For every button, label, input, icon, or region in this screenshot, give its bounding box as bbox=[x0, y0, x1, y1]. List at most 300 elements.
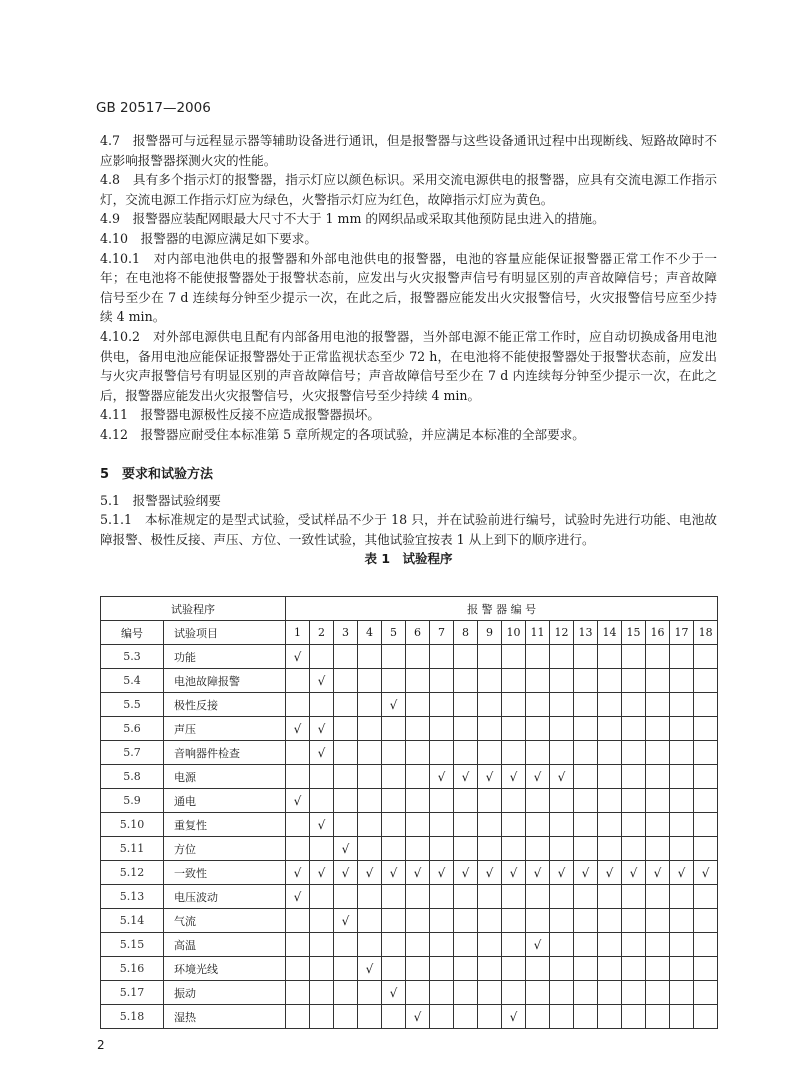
empty-cell bbox=[622, 909, 646, 933]
empty-cell bbox=[334, 645, 358, 669]
empty-cell bbox=[358, 693, 382, 717]
check-mark: √ bbox=[430, 861, 454, 885]
row-clause-no: 5.3 bbox=[101, 645, 164, 669]
sample-number-header: 9 bbox=[478, 621, 502, 645]
empty-cell bbox=[526, 693, 550, 717]
empty-cell bbox=[622, 669, 646, 693]
empty-cell bbox=[310, 837, 334, 861]
check-mark: √ bbox=[598, 861, 622, 885]
empty-cell bbox=[310, 909, 334, 933]
table-row bbox=[101, 933, 718, 957]
clause-4-10-1 bbox=[100, 249, 717, 327]
empty-cell bbox=[694, 669, 718, 693]
empty-cell bbox=[406, 645, 430, 669]
check-mark: √ bbox=[310, 717, 334, 741]
clause-4-9 bbox=[100, 209, 717, 229]
sample-number-header: 15 bbox=[622, 621, 646, 645]
empty-cell bbox=[382, 909, 406, 933]
check-mark: √ bbox=[502, 861, 526, 885]
empty-cell bbox=[382, 885, 406, 909]
empty-cell bbox=[622, 789, 646, 813]
empty-cell bbox=[454, 885, 478, 909]
empty-cell bbox=[382, 669, 406, 693]
empty-cell bbox=[646, 741, 670, 765]
empty-cell bbox=[622, 957, 646, 981]
row-test-item: 通电 bbox=[164, 789, 286, 813]
empty-cell bbox=[430, 645, 454, 669]
empty-cell bbox=[310, 957, 334, 981]
empty-cell bbox=[646, 981, 670, 1005]
empty-cell bbox=[430, 909, 454, 933]
empty-cell bbox=[670, 813, 694, 837]
empty-cell bbox=[694, 981, 718, 1005]
check-mark: √ bbox=[406, 1005, 430, 1029]
check-mark: √ bbox=[526, 765, 550, 789]
empty-cell bbox=[358, 885, 382, 909]
empty-cell bbox=[454, 933, 478, 957]
sample-number-header: 4 bbox=[358, 621, 382, 645]
empty-cell bbox=[670, 981, 694, 1005]
empty-cell bbox=[358, 837, 382, 861]
check-mark: √ bbox=[334, 861, 358, 885]
empty-cell bbox=[406, 837, 430, 861]
sample-number-header: 11 bbox=[526, 621, 550, 645]
check-mark: √ bbox=[646, 861, 670, 885]
document-body bbox=[100, 131, 717, 571]
empty-cell bbox=[550, 885, 574, 909]
table-row bbox=[101, 837, 718, 861]
empty-cell bbox=[358, 933, 382, 957]
empty-cell bbox=[502, 693, 526, 717]
empty-cell bbox=[646, 765, 670, 789]
empty-cell bbox=[526, 909, 550, 933]
check-mark: √ bbox=[310, 741, 334, 765]
empty-cell bbox=[646, 933, 670, 957]
table-row bbox=[101, 885, 718, 909]
empty-cell bbox=[334, 981, 358, 1005]
empty-cell bbox=[646, 885, 670, 909]
empty-cell bbox=[430, 981, 454, 1005]
table-caption: 表 1 试验程序 bbox=[364, 551, 453, 567]
empty-cell bbox=[478, 981, 502, 1005]
empty-cell bbox=[406, 789, 430, 813]
clause-text: 对外部电源供电且配有内部备用电池的报警器，当外部电源不能正常工作时，应自动切换成备用电池供电，备用电池应能保证报警器处于正常监视状态至少 72 h，在电池将不能使报警器处于报警状态前，应发出与火灾声报警信号有明显区别的声音故障信号；声音故障信号至少在 7 d 内连续每分钟至少提示一次，在此之后，报警器应能发出火灾报警信号，火灾报警信号至少持续 4 min。 bbox=[100, 328, 718, 403]
empty-cell bbox=[694, 933, 718, 957]
sample-number-header: 14 bbox=[598, 621, 622, 645]
empty-cell bbox=[478, 741, 502, 765]
header-test-program: 试验程序 bbox=[101, 597, 286, 621]
empty-cell bbox=[382, 813, 406, 837]
clause-5-1-1 bbox=[100, 510, 717, 549]
row-test-item: 电源 bbox=[164, 765, 286, 789]
empty-cell bbox=[622, 693, 646, 717]
empty-cell bbox=[574, 669, 598, 693]
table-row bbox=[101, 957, 718, 981]
sample-number-header: 1 bbox=[286, 621, 310, 645]
row-clause-no: 5.9 bbox=[101, 789, 164, 813]
empty-cell bbox=[478, 1005, 502, 1029]
empty-cell bbox=[694, 813, 718, 837]
table-row bbox=[101, 669, 718, 693]
table-row bbox=[101, 765, 718, 789]
empty-cell bbox=[382, 717, 406, 741]
empty-cell bbox=[574, 885, 598, 909]
check-mark: √ bbox=[358, 861, 382, 885]
empty-cell bbox=[670, 837, 694, 861]
empty-cell bbox=[310, 765, 334, 789]
check-mark: √ bbox=[382, 693, 406, 717]
header-clause-no: 编号 bbox=[101, 621, 164, 645]
sample-number-header: 8 bbox=[454, 621, 478, 645]
table-row bbox=[101, 981, 718, 1005]
table-row bbox=[101, 789, 718, 813]
check-mark: √ bbox=[286, 717, 310, 741]
empty-cell bbox=[526, 981, 550, 1005]
standard-code-header: GB 20517—2006 bbox=[96, 100, 211, 116]
check-mark: √ bbox=[310, 669, 334, 693]
empty-cell bbox=[670, 789, 694, 813]
empty-cell bbox=[598, 813, 622, 837]
empty-cell bbox=[286, 1005, 310, 1029]
empty-cell bbox=[502, 789, 526, 813]
empty-cell bbox=[334, 741, 358, 765]
empty-cell bbox=[574, 645, 598, 669]
check-mark: √ bbox=[382, 861, 406, 885]
table-row bbox=[101, 741, 718, 765]
empty-cell bbox=[334, 1005, 358, 1029]
empty-cell bbox=[526, 741, 550, 765]
clause-4-10-2 bbox=[100, 327, 717, 405]
clause-text: 对内部电池供电的报警器和外部电池供电的报警器，电池的容量应能保证报警器正常工作不少于一年；在电池将不能使报警器处于报警状态前，应发出与火灾报警声信号有明显区别的声音故障信号；声音故障信号至少在 7 d 连续每分钟至少提示一次，在此之后，报警器应能发出火灾报警信号，火灾报警信号应至少持续 4 min。 bbox=[100, 250, 718, 325]
check-mark: √ bbox=[430, 765, 454, 789]
empty-cell bbox=[646, 693, 670, 717]
empty-cell bbox=[334, 813, 358, 837]
empty-cell bbox=[502, 645, 526, 669]
empty-cell bbox=[502, 717, 526, 741]
row-clause-no: 5.10 bbox=[101, 813, 164, 837]
sample-number-header: 12 bbox=[550, 621, 574, 645]
empty-cell bbox=[622, 885, 646, 909]
empty-cell bbox=[358, 717, 382, 741]
clause-number: 4.10 bbox=[100, 230, 129, 246]
sample-number-header: 7 bbox=[430, 621, 454, 645]
clause-number: 4.11 bbox=[100, 407, 129, 423]
empty-cell bbox=[622, 645, 646, 669]
empty-cell bbox=[694, 885, 718, 909]
empty-cell bbox=[502, 933, 526, 957]
empty-cell bbox=[334, 765, 358, 789]
empty-cell bbox=[646, 957, 670, 981]
sample-number-header: 3 bbox=[334, 621, 358, 645]
empty-cell bbox=[478, 837, 502, 861]
row-clause-no: 5.13 bbox=[101, 885, 164, 909]
empty-cell bbox=[406, 741, 430, 765]
empty-cell bbox=[574, 741, 598, 765]
empty-cell bbox=[430, 789, 454, 813]
empty-cell bbox=[574, 909, 598, 933]
empty-cell bbox=[286, 813, 310, 837]
check-mark: √ bbox=[286, 885, 310, 909]
empty-cell bbox=[382, 957, 406, 981]
row-test-item: 振动 bbox=[164, 981, 286, 1005]
empty-cell bbox=[670, 1005, 694, 1029]
row-clause-no: 5.17 bbox=[101, 981, 164, 1005]
sample-number-header: 17 bbox=[670, 621, 694, 645]
table-row bbox=[101, 813, 718, 837]
empty-cell bbox=[382, 765, 406, 789]
row-clause-no: 5.6 bbox=[101, 717, 164, 741]
empty-cell bbox=[598, 909, 622, 933]
empty-cell bbox=[598, 957, 622, 981]
empty-cell bbox=[478, 789, 502, 813]
row-clause-no: 5.15 bbox=[101, 933, 164, 957]
empty-cell bbox=[646, 789, 670, 813]
empty-cell bbox=[286, 957, 310, 981]
empty-cell bbox=[550, 909, 574, 933]
empty-cell bbox=[286, 909, 310, 933]
empty-cell bbox=[478, 957, 502, 981]
empty-cell bbox=[526, 717, 550, 741]
clause-text: 本标准规定的是型式试验，受试样品不少于 18 只，并在试验前进行编号，试验时先进行功能、电池故障报警、极性反接、声压、方位、一致性试验，其他试验宜按表 1 从上到下的顺序进行。 bbox=[100, 512, 717, 547]
empty-cell bbox=[382, 789, 406, 813]
row-test-item: 环境光线 bbox=[164, 957, 286, 981]
empty-cell bbox=[598, 885, 622, 909]
check-mark: √ bbox=[286, 861, 310, 885]
empty-cell bbox=[358, 765, 382, 789]
row-test-item: 方位 bbox=[164, 837, 286, 861]
empty-cell bbox=[310, 1005, 334, 1029]
check-mark: √ bbox=[694, 861, 718, 885]
empty-cell bbox=[382, 741, 406, 765]
row-test-item: 重复性 bbox=[164, 813, 286, 837]
clause-text: 报警器可与远程显示器等辅助设备进行通讯，但是报警器与这些设备通讯过程中出现断线、短路故障时不应影响报警器探测火灾的性能。 bbox=[100, 133, 718, 168]
empty-cell bbox=[598, 933, 622, 957]
check-mark: √ bbox=[286, 789, 310, 813]
empty-cell bbox=[574, 957, 598, 981]
check-mark: √ bbox=[310, 861, 334, 885]
empty-cell bbox=[358, 789, 382, 813]
check-mark: √ bbox=[622, 861, 646, 885]
empty-cell bbox=[502, 813, 526, 837]
empty-cell bbox=[454, 957, 478, 981]
sample-number-header: 5 bbox=[382, 621, 406, 645]
empty-cell bbox=[358, 1005, 382, 1029]
empty-cell bbox=[526, 789, 550, 813]
empty-cell bbox=[430, 957, 454, 981]
empty-cell bbox=[622, 837, 646, 861]
clause-number: 4.9 bbox=[100, 211, 121, 227]
sample-number-header: 18 bbox=[694, 621, 718, 645]
empty-cell bbox=[574, 813, 598, 837]
empty-cell bbox=[478, 933, 502, 957]
empty-cell bbox=[286, 981, 310, 1005]
row-clause-no: 5.14 bbox=[101, 909, 164, 933]
row-test-item: 极性反接 bbox=[164, 693, 286, 717]
check-mark: √ bbox=[502, 1005, 526, 1029]
row-clause-no: 5.11 bbox=[101, 837, 164, 861]
empty-cell bbox=[694, 717, 718, 741]
empty-cell bbox=[550, 837, 574, 861]
empty-cell bbox=[286, 693, 310, 717]
empty-cell bbox=[598, 765, 622, 789]
empty-cell bbox=[598, 645, 622, 669]
empty-cell bbox=[526, 669, 550, 693]
empty-cell bbox=[478, 717, 502, 741]
empty-cell bbox=[574, 693, 598, 717]
empty-cell bbox=[526, 813, 550, 837]
empty-cell bbox=[550, 741, 574, 765]
empty-cell bbox=[358, 909, 382, 933]
empty-cell bbox=[574, 765, 598, 789]
empty-cell bbox=[430, 669, 454, 693]
empty-cell bbox=[334, 717, 358, 741]
empty-cell bbox=[550, 957, 574, 981]
empty-cell bbox=[694, 765, 718, 789]
empty-cell bbox=[454, 837, 478, 861]
empty-cell bbox=[598, 981, 622, 1005]
empty-cell bbox=[646, 645, 670, 669]
empty-cell bbox=[694, 741, 718, 765]
empty-cell bbox=[670, 765, 694, 789]
empty-cell bbox=[478, 693, 502, 717]
clause-number: 4.10.2 bbox=[100, 328, 141, 344]
empty-cell bbox=[574, 717, 598, 741]
clause-text: 报警器应耐受住本标准第 5 章所规定的各项试验，并应满足本标准的全部要求。 bbox=[140, 426, 585, 442]
sample-number-header: 2 bbox=[310, 621, 334, 645]
empty-cell bbox=[478, 669, 502, 693]
empty-cell bbox=[646, 669, 670, 693]
empty-cell bbox=[646, 813, 670, 837]
empty-cell bbox=[454, 645, 478, 669]
empty-cell bbox=[382, 1005, 406, 1029]
table-row bbox=[101, 1005, 718, 1029]
empty-cell bbox=[334, 933, 358, 957]
empty-cell bbox=[550, 645, 574, 669]
empty-cell bbox=[670, 909, 694, 933]
empty-cell bbox=[598, 741, 622, 765]
empty-cell bbox=[694, 789, 718, 813]
empty-cell bbox=[502, 909, 526, 933]
clause-text: 具有多个指示灯的报警器，指示灯应以颜色标识。采用交流电源供电的报警器，应具有交流电源工作指示灯，交流电源工作指示灯应为绿色，火警指示灯应为红色，故障指示灯应为黄色。 bbox=[100, 172, 718, 207]
check-mark: √ bbox=[358, 957, 382, 981]
empty-cell bbox=[286, 669, 310, 693]
empty-cell bbox=[502, 981, 526, 1005]
empty-cell bbox=[550, 813, 574, 837]
empty-cell bbox=[646, 909, 670, 933]
empty-cell bbox=[310, 885, 334, 909]
clause-5-1 bbox=[100, 491, 717, 511]
empty-cell bbox=[670, 885, 694, 909]
empty-cell bbox=[550, 981, 574, 1005]
check-mark: √ bbox=[526, 861, 550, 885]
empty-cell bbox=[334, 693, 358, 717]
empty-cell bbox=[622, 981, 646, 1005]
empty-cell bbox=[526, 957, 550, 981]
empty-cell bbox=[502, 957, 526, 981]
empty-cell bbox=[286, 837, 310, 861]
clause-number: 4.8 bbox=[100, 172, 121, 188]
empty-cell bbox=[310, 789, 334, 813]
empty-cell bbox=[454, 693, 478, 717]
empty-cell bbox=[598, 789, 622, 813]
table-row bbox=[101, 645, 718, 669]
empty-cell bbox=[310, 981, 334, 1005]
empty-cell bbox=[670, 669, 694, 693]
row-clause-no: 5.12 bbox=[101, 861, 164, 885]
empty-cell bbox=[454, 669, 478, 693]
empty-cell bbox=[334, 789, 358, 813]
row-clause-no: 5.8 bbox=[101, 765, 164, 789]
empty-cell bbox=[382, 645, 406, 669]
empty-cell bbox=[694, 837, 718, 861]
sample-number-header: 16 bbox=[646, 621, 670, 645]
empty-cell bbox=[406, 765, 430, 789]
table-body bbox=[101, 645, 718, 1029]
empty-cell bbox=[670, 933, 694, 957]
table-header-row-2 bbox=[101, 621, 718, 645]
empty-cell bbox=[622, 717, 646, 741]
empty-cell bbox=[358, 669, 382, 693]
empty-cell bbox=[430, 693, 454, 717]
empty-cell bbox=[574, 789, 598, 813]
check-mark: √ bbox=[526, 933, 550, 957]
check-mark: √ bbox=[670, 861, 694, 885]
empty-cell bbox=[526, 837, 550, 861]
check-mark: √ bbox=[334, 837, 358, 861]
table-row bbox=[101, 909, 718, 933]
row-test-item: 高温 bbox=[164, 933, 286, 957]
empty-cell bbox=[334, 885, 358, 909]
clause-number: 4.12 bbox=[100, 426, 129, 442]
empty-cell bbox=[478, 909, 502, 933]
empty-cell bbox=[430, 1005, 454, 1029]
empty-cell bbox=[358, 813, 382, 837]
row-test-item: 电池故障报警 bbox=[164, 669, 286, 693]
check-mark: √ bbox=[550, 765, 574, 789]
empty-cell bbox=[598, 1005, 622, 1029]
check-mark: √ bbox=[478, 861, 502, 885]
empty-cell bbox=[502, 669, 526, 693]
page-number: 2 bbox=[97, 1038, 105, 1052]
empty-cell bbox=[286, 741, 310, 765]
check-mark: √ bbox=[550, 861, 574, 885]
row-test-item: 功能 bbox=[164, 645, 286, 669]
check-mark: √ bbox=[382, 981, 406, 1005]
empty-cell bbox=[574, 981, 598, 1005]
table-row bbox=[101, 693, 718, 717]
empty-cell bbox=[430, 813, 454, 837]
check-mark: √ bbox=[478, 765, 502, 789]
empty-cell bbox=[502, 885, 526, 909]
empty-cell bbox=[694, 645, 718, 669]
empty-cell bbox=[334, 957, 358, 981]
empty-cell bbox=[454, 813, 478, 837]
empty-cell bbox=[430, 717, 454, 741]
empty-cell bbox=[550, 669, 574, 693]
empty-cell bbox=[526, 645, 550, 669]
empty-cell bbox=[286, 765, 310, 789]
row-test-item: 声压 bbox=[164, 717, 286, 741]
clause-text: 报警器电源极性反接不应造成报警器损坏。 bbox=[140, 407, 380, 423]
empty-cell bbox=[598, 669, 622, 693]
empty-cell bbox=[502, 741, 526, 765]
empty-cell bbox=[598, 717, 622, 741]
empty-cell bbox=[502, 837, 526, 861]
empty-cell bbox=[574, 1005, 598, 1029]
empty-cell bbox=[646, 837, 670, 861]
check-mark: √ bbox=[286, 645, 310, 669]
test-procedure-table bbox=[100, 596, 718, 1029]
